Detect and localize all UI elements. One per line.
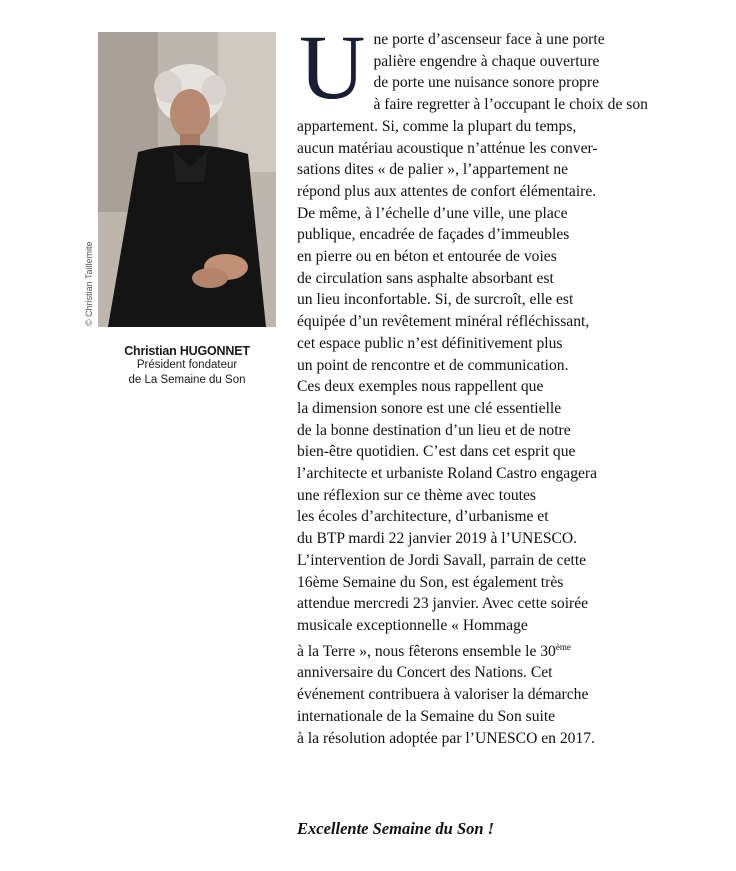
article-line: un lieu inconfortable. Si, de surcroît, elle est (297, 291, 574, 309)
article-line (297, 637, 692, 663)
article-line: les écoles d’architecture, d’urbanisme et (297, 508, 549, 526)
article-line: équipée d’un revêtement minéral réfléchissant, (297, 313, 590, 331)
article-body (297, 16, 692, 749)
author-role-line2: de La Semaine du Son (128, 374, 246, 386)
article-line: en pierre ou en béton et entourée de voies (297, 248, 557, 266)
article-line: la dimension sonore est une clé essentielle (297, 399, 562, 417)
article-line: cet espace public n’est définitivement plus (297, 334, 563, 352)
article-line: palière engendre à chaque ouverture (373, 52, 600, 70)
article-line: de circulation sans asphalte absorbant est (297, 269, 554, 287)
article-line: de la bonne destination d’un lieu et de notre (297, 421, 571, 439)
article-line: aucun matériau acoustique n’atténue les conver- (297, 139, 598, 157)
article-line: l’architecte et urbaniste Roland Castro engagera (297, 465, 598, 483)
article-line: Ces deux exemples nous rappellent que (297, 378, 544, 396)
article-line: événement contribuera à valoriser la démarche (297, 686, 589, 704)
article-line-text: à la Terre », nous fêterons ensemble le 30 (297, 642, 556, 660)
article-line: musicale exceptionnelle « Hommage (297, 616, 528, 634)
article-line: à faire regretter à l’occupant le choix de son (373, 96, 648, 114)
article-line: à la résolution adoptée par l’UNESCO en 2017. (297, 729, 595, 747)
article-line: attendue mercredi 23 janvier. Avec cette soirée (297, 595, 589, 613)
portrait-photo (98, 32, 276, 327)
drop-cap: U (299, 16, 366, 118)
article-line: une réflexion sur ce thème avec toutes (297, 486, 537, 504)
author-role-line1: Président fondateur (136, 359, 238, 371)
article-line: internationale de la Semaine du Son suite (297, 707, 556, 725)
photo-caption (98, 344, 276, 388)
article-line: ne porte d’ascenseur face à une porte (373, 31, 605, 48)
author-name: Christian HUGONNET (124, 344, 250, 358)
article-line: De même, à l’échelle d’une ville, une place (297, 204, 568, 222)
closing-line: Excellente Semaine du Son ! (297, 819, 495, 838)
article-line: publique, encadrée de façades d’immeubles (297, 226, 570, 244)
article-line: du BTP mardi 22 janvier 2019 à l’UNESCO. (297, 530, 578, 548)
article-line: de porte une nuisance sonore propre (373, 74, 600, 92)
article-line: un point de rencontre et de communication. (297, 356, 569, 374)
article-line: appartement. Si, comme la plupart du temps, (297, 117, 577, 135)
article-line: sations dites « de palier », l’appartement ne (297, 161, 569, 179)
photo-credit: © Christian Taillemite (84, 241, 94, 326)
article-line: anniversaire du Concert des Nations. Cet (297, 664, 553, 682)
superscript-eme: ème (555, 641, 571, 652)
article-line: répond plus aux attentes de confort élémentaire. (297, 182, 597, 200)
article-line: 16ème Semaine du Son, est également très (297, 573, 564, 591)
article-line: bien-être quotidien. C’est dans cet esprit que (297, 443, 576, 461)
article-line: L’intervention de Jordi Savall, parrain de cette (297, 551, 587, 569)
